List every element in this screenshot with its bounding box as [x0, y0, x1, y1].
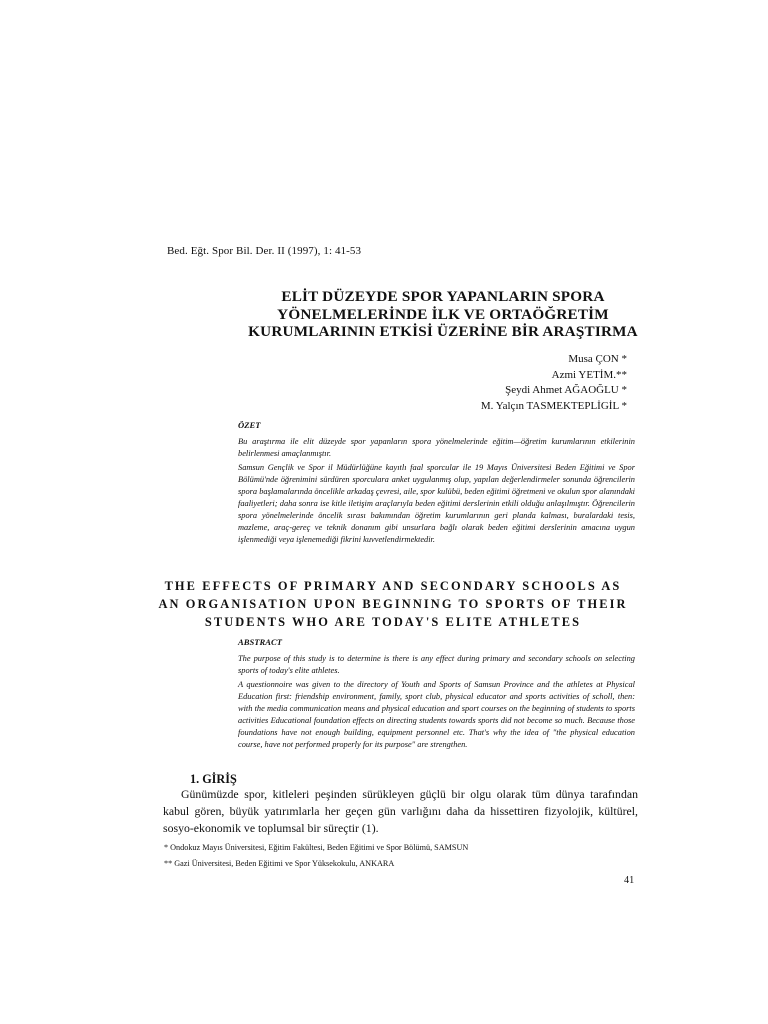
- turkish-title-line: YÖNELMELERİNDE İLK VE ORTAÖĞRETİM: [277, 305, 609, 323]
- english-abstract-heading: ABSTRACT: [238, 637, 282, 647]
- english-title: [155, 577, 631, 632]
- section-body-text: Günümüzde spor, kitleleri peşinden sürükleyen güçlü bir olgu olarak tüm dünya tarafından kabul gören, büyük yatırımlarla her geçen gün varlığını daha da hissettiren fizyolojik, kültürel, sosyo-ekonomik ve toplumsal bir süreçtir (1).: [163, 787, 638, 835]
- turkish-abstract-paragraph: Samsun Gençlik ve Spor il Müdürlüğüne kayıtlı faal sporcular ile 19 Mayıs Üniversitesi Beden Eğitimi ve Spor Bölümü'nde öğrenimini sürdüren sporculara anket uygulanmış olup, yapılan değerlendirmeler sonunda öğrencilerin spora başlamalarında öncelikle arkadaş çevresi, aile, spor kulübü, beden eğitimi öğretmeni ve okulun spor alanındaki faaliyetleri; daha sonra ise kitle iletişim araçlarıyla beden eğitimi derslerinin etkili olduğu anlaşılmıştır. Öğrencilerin spora yönelmelerinde öncelik sırası bakımından öğretim kurumlarının geri planda kalması, buralardaki tesis, mazleme, araç-gereç ve teknik donanım gibi unsurlara bağlı olarak beden eğitimi derslerinin amacına uygun işlenmediği veya işlenemediği fikrini kuvvetlendirmektedir.: [238, 463, 635, 544]
- english-title-line: THE EFFECTS OF PRIMARY AND SECONDARY SCHOOLS AS: [164, 579, 622, 593]
- english-title-line: STUDENTS WHO ARE TODAY'S ELITE ATHLETES: [204, 615, 582, 630]
- english-abstract: [238, 636, 635, 753]
- footnote: ** Gazi Üniversitesi, Beden Eğitimi ve Spor Yüksekokulu, ANKARA: [164, 858, 395, 868]
- page-number: 41: [624, 875, 635, 886]
- turkish-abstract: [238, 419, 635, 548]
- author: M. Yalçın TASMEKTEPLİGİL *: [480, 400, 627, 413]
- english-abstract-paragraph: The purpose of this study is to determine is there is any effect during primary and secondary schools on selecting sports of today's elite athletes.: [238, 654, 635, 675]
- author: Şeydi Ahmet AĞAOĞLU *: [505, 384, 627, 397]
- footnote: * Ondokuz Mayıs Üniversitesi, Eğitim Fakültesi, Beden Eğitimi ve Spor Bölümü, SAMSUN: [164, 843, 469, 852]
- english-title-line: AN ORGANISATION UPON BEGINNING TO SPORTS OF THEIR: [158, 597, 628, 612]
- turkish-title-line: KURUMLARININ ETKİSİ ÜZERİNE BİR ARAŞTIRMA: [248, 323, 638, 340]
- turkish-abstract-paragraph: Bu araştırma ile elit düzeyde spor yapanların spora yönelmelerinde eğitim—öğretim kurumlarının etkilerinin belirlenmesi amaçlanmıştır.: [238, 437, 635, 458]
- author: Azmi YETİM.**: [551, 368, 627, 381]
- section-heading: 1. GİRİŞ: [190, 772, 237, 786]
- turkish-abstract-heading: ÖZET: [238, 420, 261, 430]
- footnotes: [164, 840, 634, 871]
- journal-citation: Bed. Eğt. Spor Bil. Der. II (1997), 1: 41-53: [167, 245, 362, 257]
- author: Musa ÇON *: [568, 353, 627, 365]
- author-list: [481, 352, 627, 415]
- turkish-title-line: ELİT DÜZEYDE SPOR YAPANLARIN SPORA: [281, 288, 605, 305]
- english-abstract-paragraph: A questionnoire was given to the directory of Youth and Sports of Samsun Province and the athletes at Physical Education first: friendship environment, family, sport club, physical educator and sports activities of scholl, then: with the media communication means and physical education and sport courses on the beginning of students to sports activities Educational foundation effects on directing students towards sports did not become so much. Because those foundations have not enough building, equipment personnel etc. That's why the idea of "the physical education course, have not performed properly for its purpose" are strengthen.: [238, 680, 635, 749]
- turkish-title: [200, 288, 686, 341]
